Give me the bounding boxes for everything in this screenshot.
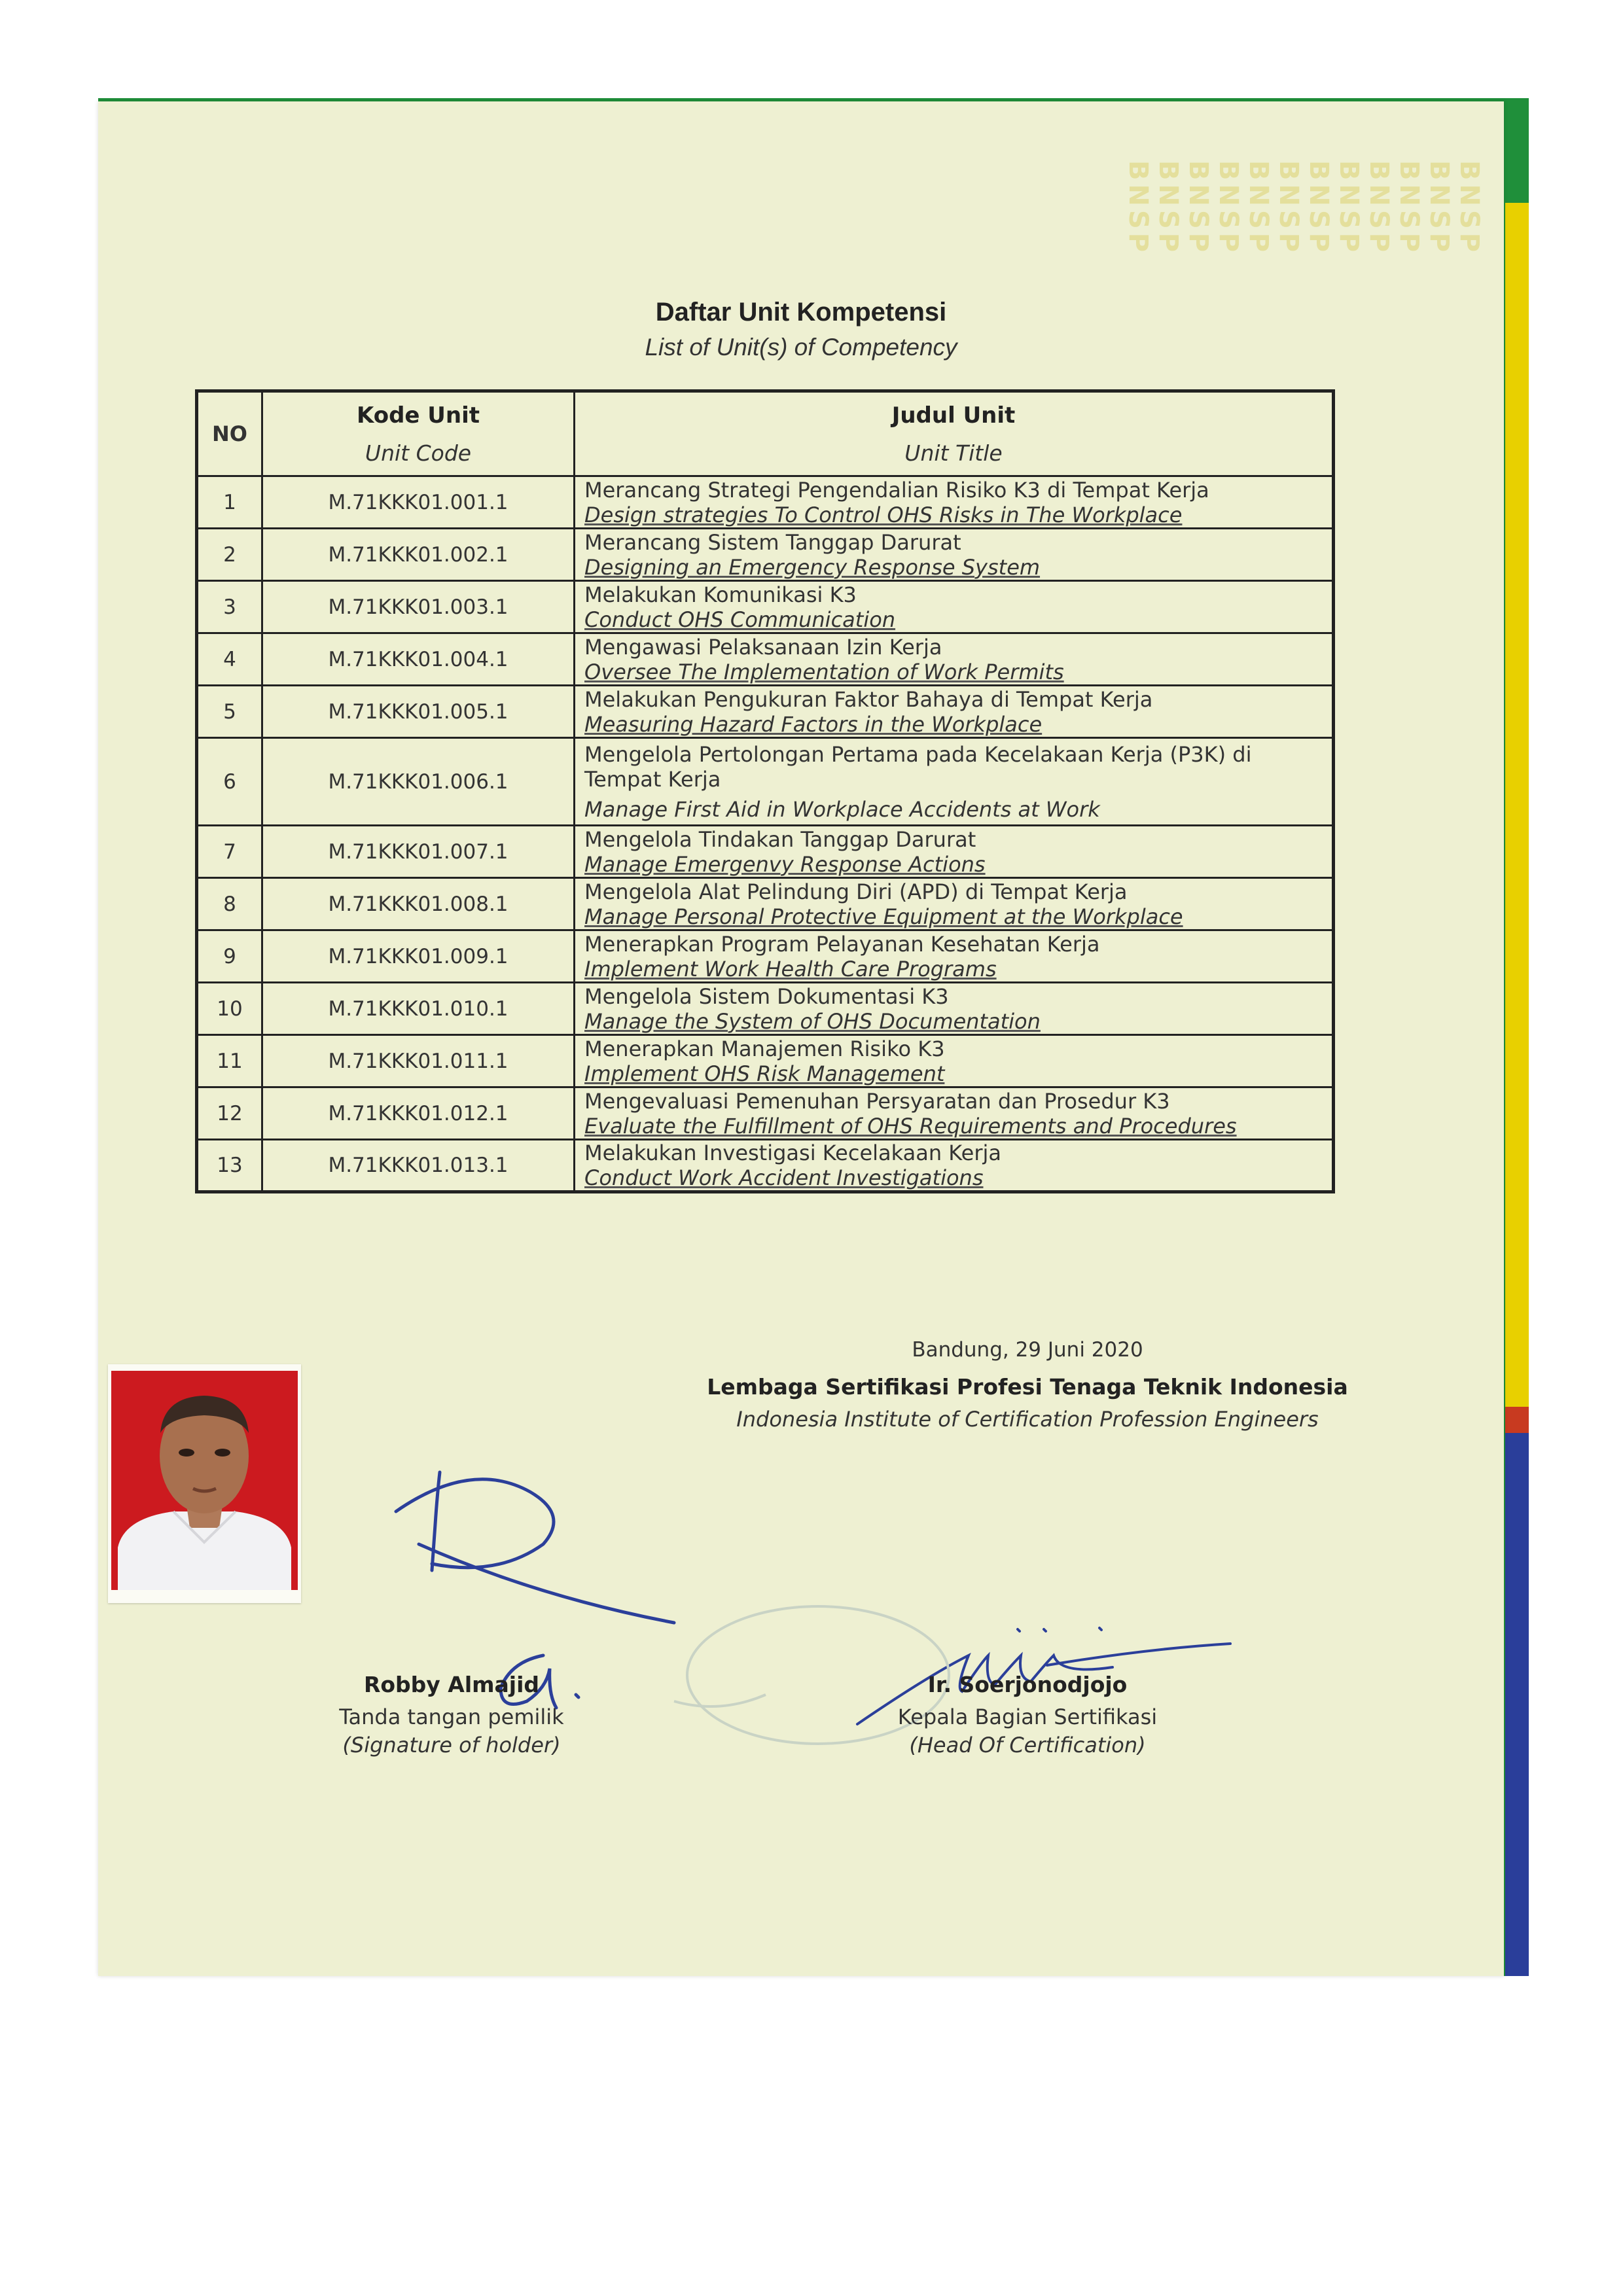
- row-unit-code: M.71KKK01.006.1: [262, 738, 575, 826]
- watermark-text: BNSP: [1304, 160, 1334, 256]
- unit-title-id: Mengawasi Pelaksanaan Izin Kerja: [584, 634, 942, 660]
- watermark-text: BNSP: [1334, 160, 1364, 256]
- holder-role: Tanda tangan pemilik: [339, 1704, 564, 1729]
- unit-title-id: Mengelola Pertolongan Pertama pada Kecelakaan Kerja (P3K) di Tempat Kerja: [584, 741, 1252, 792]
- watermark-text: BNSP: [1183, 160, 1213, 256]
- unit-title-en: Oversee The Implementation of Work Permits: [584, 659, 1064, 684]
- unit-title-en: Manage Personal Protective Equipment at the Workplace: [584, 904, 1183, 929]
- row-unit-code: M.71KKK01.002.1: [262, 529, 575, 581]
- row-number: 13: [197, 1140, 262, 1192]
- row-number: 4: [197, 633, 262, 686]
- row-number: 6: [197, 738, 262, 826]
- row-unit-code: M.71KKK01.008.1: [262, 878, 575, 930]
- unit-title-en: Manage the System of OHS Documentation: [584, 1008, 1041, 1034]
- watermark-text: BNSP: [1213, 160, 1243, 256]
- unit-title-en: Implement Work Health Care Programs: [584, 956, 997, 981]
- holder-role-en: (Signature of holder): [342, 1733, 561, 1757]
- watermark-text: BNSP: [1394, 160, 1424, 256]
- unit-title-en: Manage First Aid in Workplace Accidents at Work: [584, 796, 1100, 822]
- issue-place-date: Bandung, 29 Juni 2020: [912, 1338, 1143, 1362]
- unit-title-id: Mengevaluasi Pemenuhan Persyaratan dan Prosedur K3: [584, 1088, 1170, 1114]
- institution-name: Lembaga Sertifikasi Profesi Tenaga Teknik Indonesia: [707, 1374, 1348, 1400]
- unit-title-id: Merancang Strategi Pengendalian Risiko K3 di Tempat Kerja: [584, 477, 1209, 503]
- unit-title-id: Melakukan Pengukuran Faktor Bahaya di Tempat Kerja: [584, 686, 1153, 712]
- row-number: 3: [197, 581, 262, 633]
- header-title-en: Unit Title: [904, 440, 1003, 466]
- row-unit-code: M.71KKK01.004.1: [262, 633, 575, 686]
- unit-title-id: Melakukan Investigasi Kecelakaan Kerja: [584, 1140, 1001, 1165]
- row-unit-code: M.71KKK01.010.1: [262, 983, 575, 1035]
- unit-title-id: Menerapkan Program Pelayanan Kesehatan Kerja: [584, 931, 1100, 957]
- unit-title-en: Manage Emergenvy Response Actions: [584, 851, 986, 877]
- row-unit-code: M.71KKK01.003.1: [262, 581, 575, 633]
- unit-title-en: Conduct Work Accident Investigations: [584, 1165, 984, 1190]
- row-number: 5: [197, 686, 262, 738]
- row-number: 10: [197, 983, 262, 1035]
- row-unit-code: M.71KKK01.001.1: [262, 476, 575, 529]
- watermark-text: BNSP: [1153, 160, 1183, 256]
- head-name: Ir. Soerjonodjojo: [927, 1672, 1128, 1697]
- row-number: 12: [197, 1087, 262, 1140]
- head-role: Kepala Bagian Sertifikasi: [897, 1704, 1158, 1729]
- watermark-text: BNSP: [1454, 160, 1484, 256]
- watermark-text: BNSP: [1123, 160, 1153, 256]
- row-unit-code: M.71KKK01.011.1: [262, 1035, 575, 1087]
- unit-title-en: Designing an Emergency Response System: [584, 554, 1041, 580]
- row-unit-code: M.71KKK01.007.1: [262, 826, 575, 878]
- header-code-en: Unit Code: [365, 440, 472, 466]
- unit-title-en: Design strategies To Control OHS Risks in The Workplace: [584, 502, 1183, 527]
- row-unit-code: M.71KKK01.009.1: [262, 930, 575, 983]
- row-number: 7: [197, 826, 262, 878]
- institution-name-en: Indonesia Institute of Certification Profession Engineers: [736, 1407, 1319, 1432]
- unit-title-id: Mengelola Sistem Dokumentasi K3: [584, 983, 949, 1009]
- unit-title-id: Menerapkan Manajemen Risiko K3: [584, 1036, 945, 1061]
- unit-title-id: Mengelola Tindakan Tanggap Darurat: [584, 826, 976, 852]
- page-title: Daftar Unit Kompetensi: [655, 298, 947, 327]
- header-code-id: Kode Unit: [356, 402, 480, 429]
- watermark-text: BNSP: [1424, 160, 1454, 256]
- unit-title-id: Mengelola Alat Pelindung Diri (APD) di Tempat Kerja: [584, 879, 1128, 904]
- header-title-id: Judul Unit: [891, 402, 1016, 429]
- holder-name: Robby Almajid: [363, 1672, 540, 1697]
- header-no: NO: [197, 391, 262, 476]
- watermark-text: BNSP: [1243, 160, 1274, 256]
- row-number: 11: [197, 1035, 262, 1087]
- row-number: 8: [197, 878, 262, 930]
- row-unit-code: M.71KKK01.013.1: [262, 1140, 575, 1192]
- watermark-text: BNSP: [1274, 160, 1304, 256]
- row-unit-code: M.71KKK01.005.1: [262, 686, 575, 738]
- unit-title-en: Implement OHS Risk Management: [584, 1061, 945, 1086]
- row-number: 9: [197, 930, 262, 983]
- row-unit-code: M.71KKK01.012.1: [262, 1087, 575, 1140]
- watermark-text: BNSP: [1364, 160, 1394, 256]
- page-subtitle: List of Unit(s) of Competency: [645, 334, 957, 361]
- unit-title-id: Melakukan Komunikasi K3: [584, 582, 857, 607]
- unit-title-id: Merancang Sistem Tanggap Darurat: [584, 529, 961, 555]
- row-number: 2: [197, 529, 262, 581]
- unit-title-en: Evaluate the Fulfillment of OHS Requirements and Procedures: [584, 1113, 1237, 1139]
- row-number: 1: [197, 476, 262, 529]
- unit-title-en: Conduct OHS Communication: [584, 607, 896, 632]
- unit-title-en: Measuring Hazard Factors in the Workplace: [584, 711, 1043, 737]
- head-role-en: (Head Of Certification): [909, 1733, 1146, 1757]
